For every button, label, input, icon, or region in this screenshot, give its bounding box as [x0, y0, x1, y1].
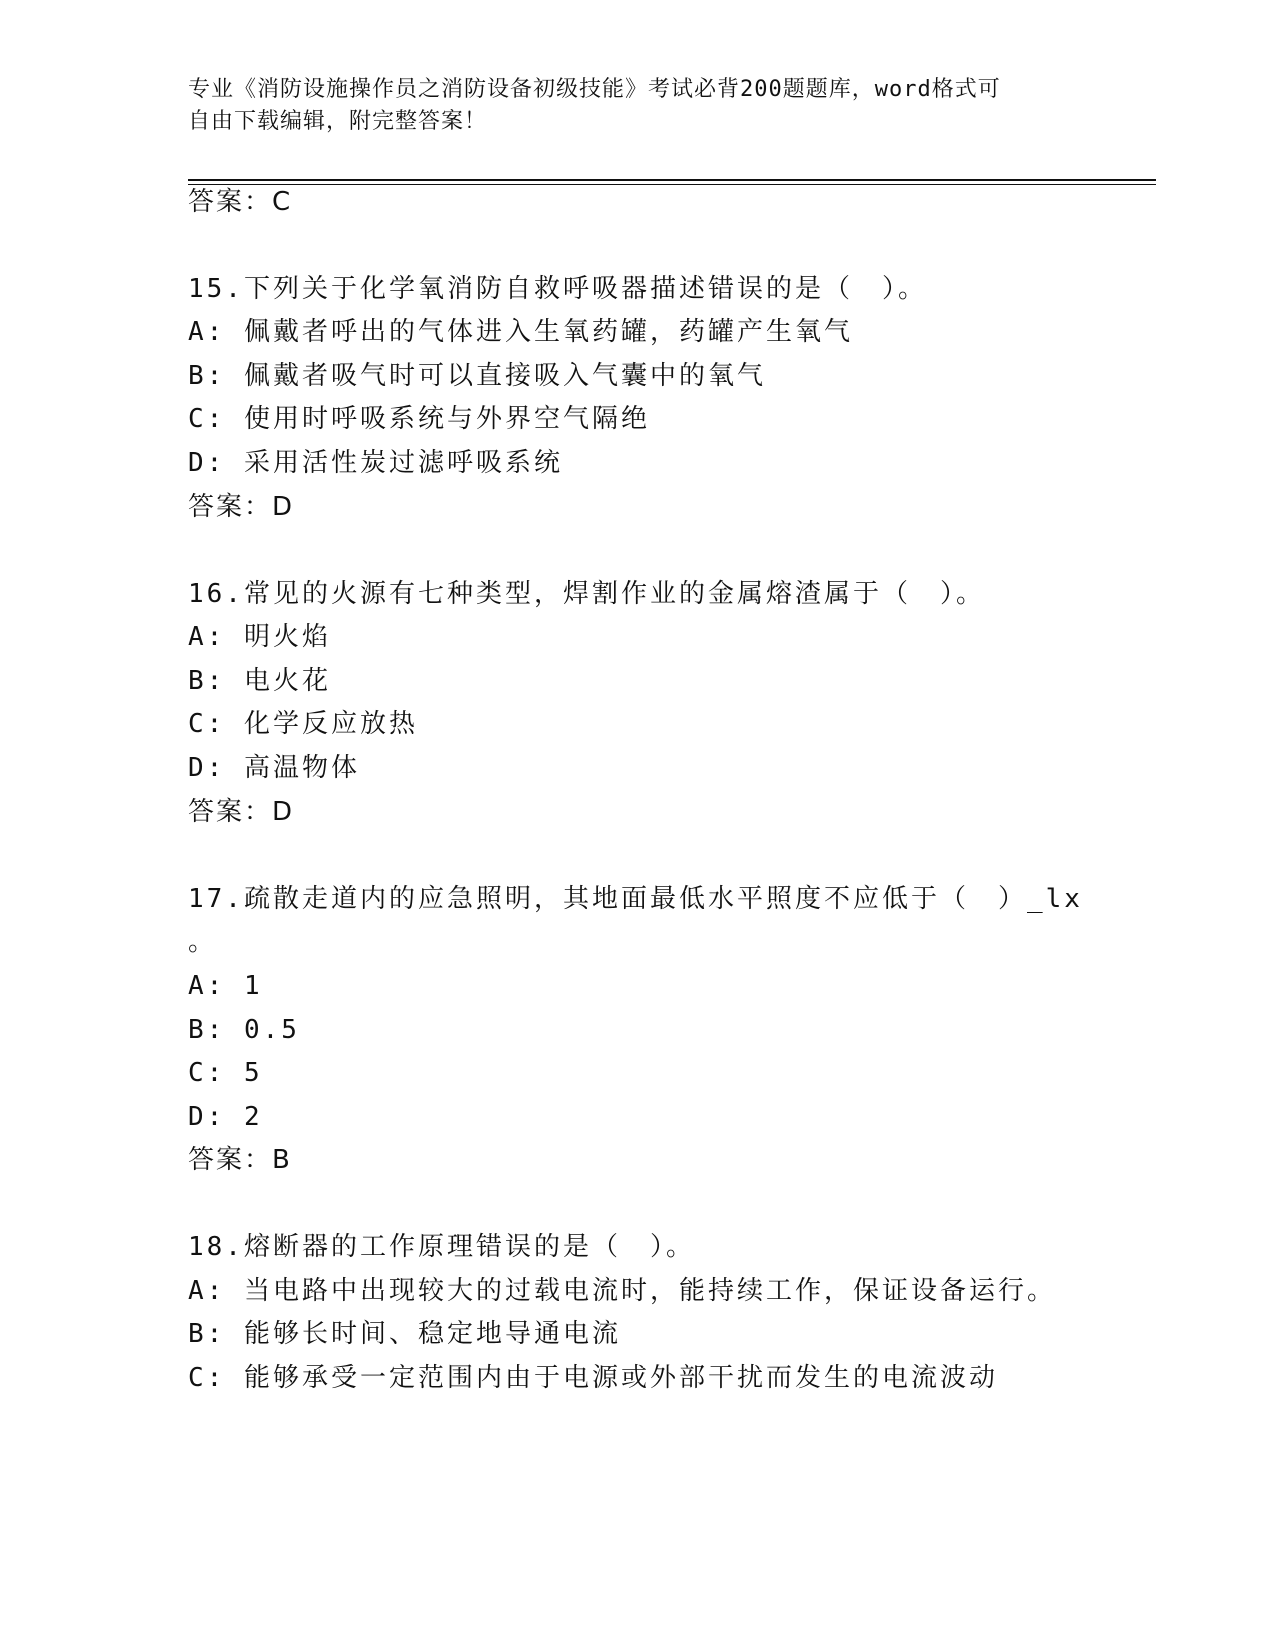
question-15-option-d: D: 采用活性炭过滤呼吸系统	[188, 448, 563, 478]
question-18-option-b: B: 能够长时间、稳定地导通电流	[188, 1319, 621, 1349]
header-rule-thick	[188, 179, 1156, 181]
question-18-option-c: C: 能够承受一定范围内由于电源或外部干扰而发生的电流波动	[188, 1363, 998, 1393]
question-15-option-a: A: 佩戴者呼出的气体进入生氧药罐，药罐产生氧气	[188, 317, 853, 347]
answer-value: B	[272, 1145, 292, 1175]
question-17-answer: 答案：B	[188, 1145, 292, 1175]
answer-value: C	[272, 187, 293, 217]
question-18-option-a: A: 当电路中出现较大的过载电流时，能持续工作，保证设备运行。	[188, 1276, 1056, 1306]
question-17-stem-continued: 。	[188, 927, 218, 957]
answer-line: 答案：C	[188, 187, 293, 217]
answer-value: D	[272, 492, 295, 522]
answer-value: D	[272, 797, 295, 827]
document-header	[188, 74, 1068, 138]
header-line-2: 自由下载编辑，附完整答案！	[188, 109, 488, 134]
question-16-option-c: C: 化学反应放热	[188, 709, 418, 739]
question-17-option-a: A: 1	[188, 971, 263, 1001]
header-rule-thin	[188, 184, 1156, 185]
question-17-option-c: C: 5	[188, 1058, 263, 1088]
question-17-option-b: B: 0.5	[188, 1015, 300, 1045]
question-15-stem: 15.下列关于化学氧消防自救呼吸器描述错误的是（ ）。	[188, 274, 927, 304]
question-16-option-a: A: 明火焰	[188, 622, 331, 652]
question-15-option-c: C: 使用时呼吸系统与外界空气隔绝	[188, 404, 650, 434]
question-17-option-d: D: 2	[188, 1102, 263, 1132]
question-16-stem: 16.常见的火源有七种类型，焊割作业的金属熔渣属于（ ）。	[188, 579, 985, 609]
question-16-option-b: B: 电火花	[188, 666, 331, 696]
question-16-answer: 答案：D	[188, 797, 295, 827]
question-16-option-d: D: 高温物体	[188, 753, 360, 783]
question-18-stem: 18.熔断器的工作原理错误的是（ ）。	[188, 1232, 695, 1262]
header-line-1: 专业《消防设施操作员之消防设备初级技能》考试必背200题题库，word格式可	[188, 77, 1001, 102]
question-15-answer: 答案：D	[188, 492, 295, 522]
question-15-option-b: B: 佩戴者吸气时可以直接吸入气囊中的氧气	[188, 361, 766, 391]
question-17-stem: 17.疏散走道内的应急照明，其地面最低水平照度不应低于（ ）_lx	[188, 884, 1083, 914]
